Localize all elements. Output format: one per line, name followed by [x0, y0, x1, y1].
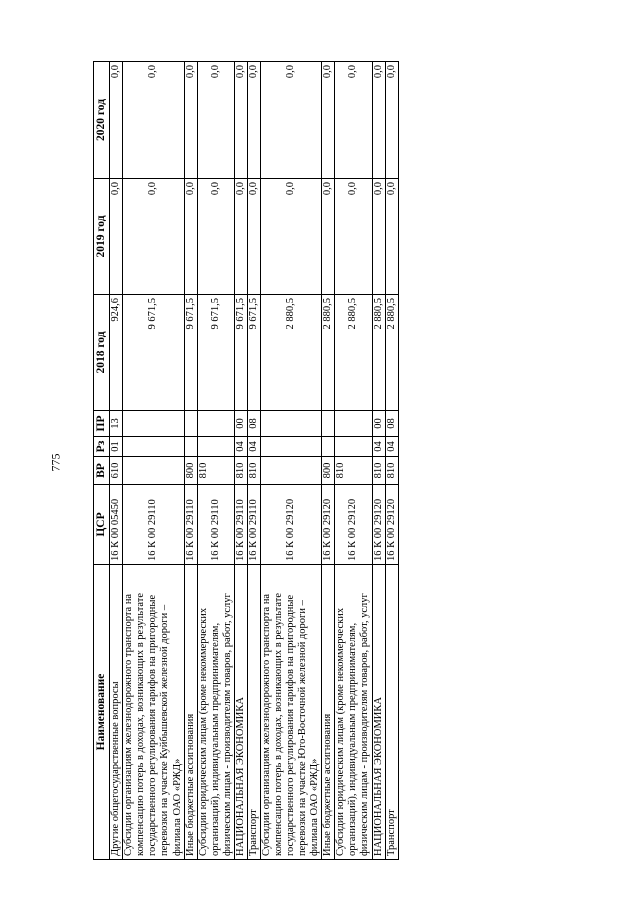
cell-csr: 16 К 00 29120 — [372, 485, 385, 565]
cell-name: Субсидии организациям железнодорожного транспорта на компенсацию потерь в доходах, возникающих в результате государственного регулирования тарифов на пригородные перевозки на участке Юго-Восточной железной дороги – филиала ОАО «РЖД» — [260, 565, 321, 860]
header-2018: 2018 год — [94, 295, 110, 411]
table-row — [247, 62, 260, 860]
cell-2018: 2 880,5 — [385, 295, 398, 411]
header-csr: ЦСР — [94, 485, 110, 565]
cell-rz: 04 — [372, 437, 385, 457]
cell-2020: 0,0 — [110, 62, 123, 179]
table-row — [110, 62, 123, 860]
cell-2019: 0,0 — [335, 179, 372, 295]
cell-vr — [260, 457, 321, 485]
cell-csr: 16 К 00 29110 — [197, 485, 234, 565]
header-vr: ВР — [94, 457, 110, 485]
cell-2020: 0,0 — [372, 62, 385, 179]
table-row — [260, 62, 321, 860]
cell-2018: 2 880,5 — [260, 295, 321, 411]
cell-2020: 0,0 — [335, 62, 372, 179]
cell-2018: 924,6 — [110, 295, 123, 411]
cell-pr — [123, 411, 184, 437]
cell-2019: 0,0 — [110, 179, 123, 295]
header-2020: 2020 год — [94, 62, 110, 179]
cell-2018: 9 671,5 — [123, 295, 184, 411]
table-body — [110, 62, 398, 860]
cell-2019: 0,0 — [372, 179, 385, 295]
page-number: 775 — [48, 453, 63, 472]
rotated-page-content — [93, 62, 449, 860]
cell-vr: 800 — [322, 457, 335, 485]
cell-rz — [123, 437, 184, 457]
cell-2018: 9 671,5 — [247, 295, 260, 411]
cell-csr: 16 К 00 29110 — [184, 485, 197, 565]
cell-2020: 0,0 — [247, 62, 260, 179]
cell-2020: 0,0 — [322, 62, 335, 179]
cell-name: Субсидии организациям железнодорожного транспорта на компенсацию потерь в доходах, возникающих в результате государственного регулирования тарифов на пригородные перевозки на участке Куйбышевской железной дороги – филиала ОАО «РЖД» — [123, 565, 184, 860]
cell-2020: 0,0 — [123, 62, 184, 179]
cell-vr: 810 — [335, 457, 372, 485]
header-pr: ПР — [94, 411, 110, 437]
cell-name: Транспорт — [247, 565, 260, 860]
cell-name: Иные бюджетные ассигнования — [184, 565, 197, 860]
cell-pr — [322, 411, 335, 437]
table-row — [234, 62, 247, 860]
cell-2020: 0,0 — [260, 62, 321, 179]
cell-2019: 0,0 — [247, 179, 260, 295]
cell-name: НАЦИОНАЛЬНАЯ ЭКОНОМИКА — [372, 565, 385, 860]
cell-vr: 610 — [110, 457, 123, 485]
budget-table — [93, 61, 399, 860]
cell-vr: 810 — [234, 457, 247, 485]
cell-rz: 04 — [385, 437, 398, 457]
cell-pr: 13 — [110, 411, 123, 437]
cell-vr: 810 — [385, 457, 398, 485]
cell-2019: 0,0 — [123, 179, 184, 295]
cell-vr — [123, 457, 184, 485]
cell-pr: 00 — [372, 411, 385, 437]
cell-rz — [335, 437, 372, 457]
cell-2018: 2 880,5 — [372, 295, 385, 411]
cell-2018: 9 671,5 — [234, 295, 247, 411]
header-rz: Рз — [94, 437, 110, 457]
table-row — [372, 62, 385, 860]
cell-csr: 16 К 00 29120 — [260, 485, 321, 565]
cell-2019: 0,0 — [260, 179, 321, 295]
cell-name: Транспорт — [385, 565, 398, 860]
cell-rz — [197, 437, 234, 457]
cell-rz: 01 — [110, 437, 123, 457]
cell-vr: 810 — [197, 457, 234, 485]
header-name: Наименование — [94, 565, 110, 860]
cell-2020: 0,0 — [184, 62, 197, 179]
cell-2020: 0,0 — [234, 62, 247, 179]
cell-2019: 0,0 — [322, 179, 335, 295]
cell-csr: 16 К 00 29110 — [234, 485, 247, 565]
cell-pr: 08 — [385, 411, 398, 437]
cell-2019: 0,0 — [385, 179, 398, 295]
cell-pr — [197, 411, 234, 437]
cell-pr: 00 — [234, 411, 247, 437]
cell-vr: 810 — [247, 457, 260, 485]
table-row — [123, 62, 184, 860]
cell-2019: 0,0 — [234, 179, 247, 295]
cell-vr: 810 — [372, 457, 385, 485]
cell-name: Субсидии юридическим лицам (кроме некоммерческих организаций), индивидуальным предпринимателям, физическим лицам - производителям товаров, работ, услуг — [335, 565, 372, 860]
cell-pr — [184, 411, 197, 437]
cell-pr: 08 — [247, 411, 260, 437]
table-row — [335, 62, 372, 860]
table-row — [197, 62, 234, 860]
table-row — [184, 62, 197, 860]
cell-name: Субсидии юридическим лицам (кроме некоммерческих организаций), индивидуальным предпринимателям, физическим лицам - производителям товаров, работ, услуг — [197, 565, 234, 860]
table-row — [322, 62, 335, 860]
cell-pr — [335, 411, 372, 437]
cell-2018: 9 671,5 — [184, 295, 197, 411]
table-row — [385, 62, 398, 860]
cell-2019: 0,0 — [184, 179, 197, 295]
cell-csr: 16 К 00 29120 — [335, 485, 372, 565]
cell-2018: 2 880,5 — [335, 295, 372, 411]
table-header-row — [94, 62, 110, 860]
cell-name: Иные бюджетные ассигнования — [322, 565, 335, 860]
cell-2019: 0,0 — [197, 179, 234, 295]
cell-rz: 04 — [247, 437, 260, 457]
header-2019: 2019 год — [94, 179, 110, 295]
cell-2020: 0,0 — [385, 62, 398, 179]
cell-csr: 16 К 00 29110 — [123, 485, 184, 565]
cell-2018: 9 671,5 — [197, 295, 234, 411]
cell-name: Другие общегосударственные вопросы — [110, 565, 123, 860]
cell-name: НАЦИОНАЛЬНАЯ ЭКОНОМИКА — [234, 565, 247, 860]
cell-pr — [260, 411, 321, 437]
cell-csr: 16 К 00 29110 — [247, 485, 260, 565]
cell-rz — [260, 437, 321, 457]
cell-csr: 16 К 00 29120 — [322, 485, 335, 565]
cell-csr: 16 К 00 29120 — [385, 485, 398, 565]
cell-2020: 0,0 — [197, 62, 234, 179]
cell-rz — [322, 437, 335, 457]
cell-rz — [184, 437, 197, 457]
cell-vr: 800 — [184, 457, 197, 485]
cell-2018: 2 880,5 — [322, 295, 335, 411]
cell-rz: 04 — [234, 437, 247, 457]
cell-csr: 16 К 00 05450 — [110, 485, 123, 565]
